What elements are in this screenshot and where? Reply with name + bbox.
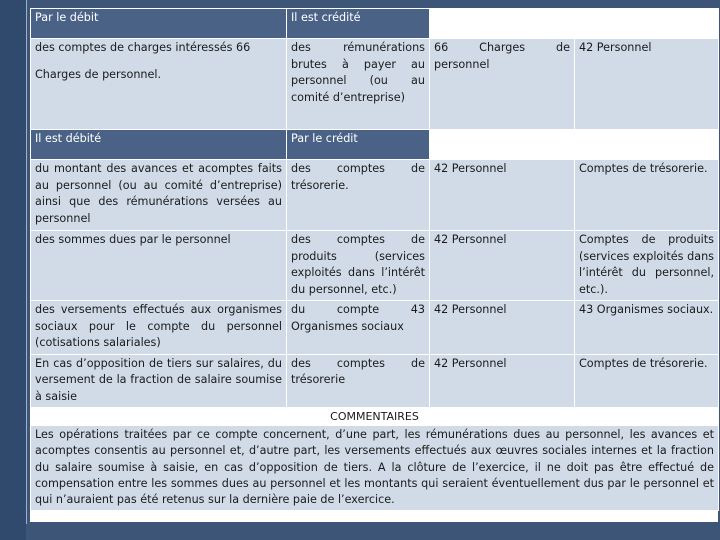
header-credit: Il est crédité: [287, 9, 430, 39]
row-description: des versements effectués aux organismes sociaux pour le compte du personnel (cotisations salariales): [31, 301, 287, 355]
header2-blank: [430, 130, 719, 160]
row1-debit-account: 66 Charges de personnel: [430, 39, 575, 130]
comments-text: Les opérations traitées par ce compte concernent, d’une part, les rémunérations dues au personnel, les avances et acomptes consentis au personnel et, d’autre part, les versements effectués aux œuvres sociales internes et la fraction du salaire soumise à saisie, en cas d’opposition de tiers. A la clôture de l’exercice, il ne doit pas être effectué de compensation entre les sommes dues au personnel et les montants qui seraient éventuellement dus par le personnel et qui n’auraient pas été retenus sur la dernière paie de l’exercice.: [31, 426, 719, 511]
row1-debit-accounts: des comptes de charges intéressés 66: [35, 41, 251, 54]
table-row: [31, 39, 719, 130]
row-credit-account: Comptes de trésorerie.: [575, 354, 719, 408]
header-row-debit-side: [31, 130, 719, 160]
table-row: [31, 231, 719, 301]
row-debit-account: 42 Personnel: [430, 160, 575, 231]
row-description: du montant des avances et acomptes faits au personnel (ou au comité d’entreprise) ainsi que des rémunérations versées au personnel: [31, 160, 287, 231]
comments-title: COMMENTAIRES: [31, 408, 719, 426]
row1-credit-desc: des rémunérations brutes à payer au personnel (ou au comité d’entreprise): [287, 39, 430, 130]
row1-debit-charges: Charges de personnel.: [35, 67, 162, 81]
left-margin-strip: [0, 0, 27, 540]
row1-credit-account: 42 Personnel: [575, 39, 719, 130]
row-credit-account: Comptes de produits (services exploités dans l’intérêt du personnel, etc.).: [575, 231, 719, 301]
header-debit: Par le débit: [31, 9, 287, 39]
row1-debit-cell: [31, 39, 287, 130]
row-counterpart: des comptes de produits (services exploités dans l’intérêt du personnel, etc.): [287, 231, 430, 301]
table-row: [31, 160, 719, 231]
table-row: [31, 354, 719, 408]
bottom-frame-strip: [26, 524, 720, 540]
row-counterpart: des comptes de trésorerie: [287, 354, 430, 408]
header2-credit: Par le crédit: [287, 130, 430, 160]
row-debit-account: 42 Personnel: [430, 354, 575, 408]
row-credit-account: 43 Organismes sociaux.: [575, 301, 719, 355]
comments-title-row: [31, 408, 719, 426]
row-debit-account: 42 Personnel: [430, 231, 575, 301]
document-page: [30, 8, 718, 522]
table-row: [31, 301, 719, 355]
comments-row: [31, 426, 719, 511]
row-debit-account: 42 Personnel: [430, 301, 575, 355]
row-description: des sommes dues par le personnel: [31, 231, 287, 301]
row-counterpart: des comptes de trésorerie.: [287, 160, 430, 231]
row-counterpart: du compte 43 Organismes sociaux: [287, 301, 430, 355]
ledger-table: [30, 8, 719, 511]
header-row-credit-side: [31, 9, 719, 39]
row-description: En cas d’opposition de tiers sur salaires, du versement de la fraction de salaire soumise à saisie: [31, 354, 287, 408]
row-credit-account: Comptes de trésorerie.: [575, 160, 719, 231]
header-blank: [430, 9, 719, 39]
header2-debit: Il est débité: [31, 130, 287, 160]
